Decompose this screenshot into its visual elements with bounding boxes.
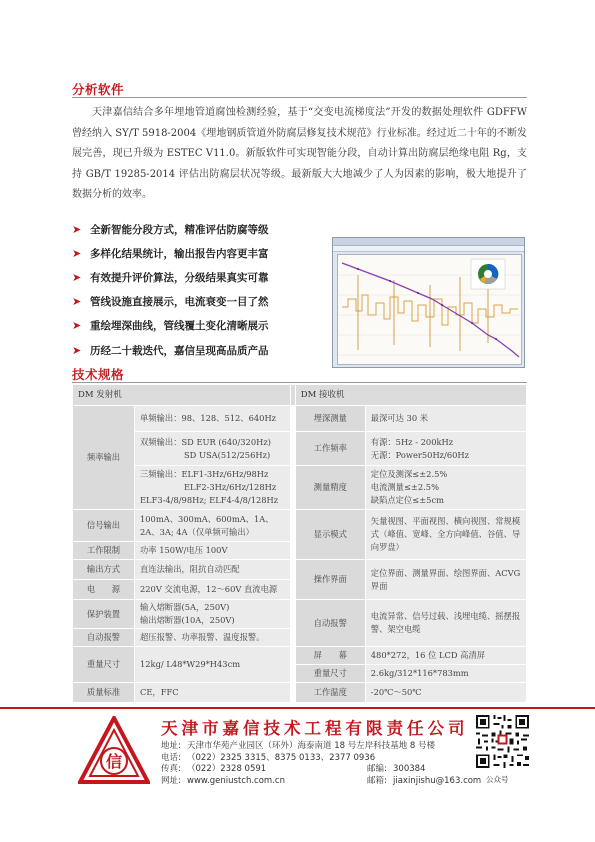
spec-value: CE，FFC [135,683,291,703]
fax-key: 传真: [161,764,181,774]
software-intro [72,103,527,206]
spec-label: 工作频率 [295,432,365,466]
arrow-bullet-icon: ➤ [72,343,82,357]
email-link[interactable]: jiaxinjishu@163.com [393,775,482,786]
software-section-title: 分析软件 [72,82,125,97]
spec-label: 操作界面 [295,560,365,600]
footer-divider [0,707,595,709]
phone-key: 电话: [161,752,181,763]
feature-item: ➤ 有效提升评价算法，分级结果真实可靠 [72,270,269,284]
arrow-bullet-icon: ➤ [72,319,82,333]
contact-row [161,776,481,788]
spec-row [73,406,527,432]
contact-row [161,753,481,765]
spec-header-row [73,385,527,406]
email-key: 邮箱: [367,775,387,786]
arrow-bullet-icon: ➤ [72,222,82,236]
spec-table [72,384,527,703]
spec-value: 单频输出：98、128、512、640Hz [135,406,291,432]
company-logo [78,716,150,788]
spec-value: 双频输出：SD EUR (640/320Hz) SD USA(512/256Hz) [135,432,291,466]
spec-value: 三频输出：ELF1-3Hz/6Hz/98Hz ELF2-3Hz/6Hz/128Hz ELF3-4/8/98Hz; ELF4-4/8/128Hz [135,466,291,510]
spec-label: 输出方式 [73,560,135,580]
phone-value: （022）2325 3315、8375 0133、2377 0936 [187,752,376,763]
spec-label: 质量标准 [73,683,135,703]
spec-label: 工作限制 [73,542,135,560]
spec-label: 埋深测量 [295,406,365,432]
spec-row [73,647,527,665]
spec-value: 最深可达 30 米 [365,406,526,432]
feature-item: ➤ 历经二十载迭代，嘉信呈现高品质产品 [72,343,269,357]
spec-label: 工作温度 [295,683,365,703]
spec-value: 220V 交流电源，12～60V 直流电源 [135,580,291,600]
spec-value: 直连法输出，阻抗自动匹配 [135,560,291,580]
specs-section-title: 技术规格 [72,367,125,382]
spec-label: 显示模式 [295,510,365,560]
spec-value: 超压报警、功率报警、温度报警。 [135,629,291,647]
spec-row [73,466,527,510]
web-key: 网址: [161,775,181,786]
spec-label: 自动报警 [295,600,365,647]
feature-item: ➤ 管线设施直接展示，电流衰变一目了然 [72,295,269,309]
section-divider [72,97,527,98]
zip-value: 300384 [393,764,426,774]
feature-item: ➤ 全新智能分段方式，精准评估防腐等级 [72,222,269,236]
spec-label: 重量尺寸 [73,647,135,683]
arrow-bullet-icon: ➤ [72,295,82,309]
spec-row [73,432,527,466]
company-name: 天津市嘉信技术工程有限责任公司 [161,719,469,738]
software-screenshot [332,237,525,368]
spec-label: 电 源 [73,580,135,600]
spec-label: 保护装置 [73,600,135,629]
qr-label: 公众号 [486,775,509,784]
arrow-bullet-icon: ➤ [72,270,82,284]
screenshot-menubar [333,238,524,246]
spec-label: 频率输出 [73,406,135,510]
logo-character: 信 [105,752,123,771]
contact-info [161,741,481,787]
feature-list [72,217,334,362]
contact-row [161,741,481,753]
spec-label: 重量尺寸 [295,665,365,683]
section-divider [72,382,527,383]
spec-value: 480*272，16 位 LCD 高清屏 [365,647,526,665]
spec-value: 矢量视图、平面视图、横向视图、常规模式（峰值、宽峰、全方向峰值、谷值、导向罗盘） [365,510,526,560]
spec-label: 信号输出 [73,510,135,542]
spec-value: 定位及测深≤±2.5% 电流测量≤±2.5% 缺陷点定位≤±5cm [365,466,526,510]
spec-label: 自动报警 [73,629,135,647]
current-decay-graphic [338,255,523,366]
screenshot-plot [337,254,522,365]
feature-item: ➤ 重绘埋深曲线，管线覆土变化清晰展示 [72,319,269,333]
web-link[interactable]: www.geniustch.com.cn [187,775,285,786]
spec-row [73,560,527,580]
spec-value: 定位界面、测量界面、绘图界面、ACVG 界面 [365,560,526,600]
zip-key: 邮编: [367,764,387,774]
qr-code [474,713,531,770]
spec-value: 100mA、300mA、600mA、1A、2A、3A; 4A（仅单频可输出） [135,510,291,542]
spec-row [73,683,527,703]
feature-item: ➤ 多样化结果统计，输出报告内容更丰富 [72,246,269,260]
spec-value: -20℃～50℃ [365,683,526,703]
spec-value: 12kg/ L48*W29*H43cm [135,647,291,683]
fax-value: （022）2328 0591 [187,764,267,774]
spec-value: 2.6kg/312*116*783mm [365,665,526,683]
spec-label: 测量精度 [295,466,365,510]
spec-value: 输入熔断器(5A，250V) 输出熔断器(10A，250V) [135,600,291,629]
spec-value: 有源：5Hz - 200kHz 无源：Power50Hz/60Hz [365,432,526,466]
contact-row [161,764,481,776]
intro-paragraph: 天津嘉信结合多年埋地管道腐蚀检测经验，基于“交变电流梯度法”开发的数据处理软件 GDFFW 曾经纳入 SY/T 5918-2004《埋地钢质管道外防腐层修复技术规范》行业标准。经过近二十年的不断发展完善，现已升级为 ESTEC V11.0。新版软件可实现智能分段，自动计算出防腐层绝缘电阻 Rg，支持 GB/T 19285-2014 评估出防腐层状况等级。最新版大大地减少了人为因素的影响，极大地提升了数据分析的效率。 [72,107,527,200]
spec-row [73,510,527,542]
transmitter-header: DM 发射机 [73,385,291,406]
address-value: 天津市华苑产业园区（环外）海泰南道 18 号左岸科技基地 8 号楼 [187,741,436,751]
spec-value: 电流异常、信号过载、浅埋电缆、摇摆报警、架空电缆 [365,600,526,647]
address-key: 地址: [161,741,181,751]
receiver-header: DM 接收机 [295,385,526,406]
spec-value: 功率 150W/电压 100V [135,542,291,560]
spec-label: 屏 幕 [295,647,365,665]
screenshot-toolbar [333,246,524,252]
spec-row [73,600,527,629]
arrow-bullet-icon: ➤ [72,246,82,260]
